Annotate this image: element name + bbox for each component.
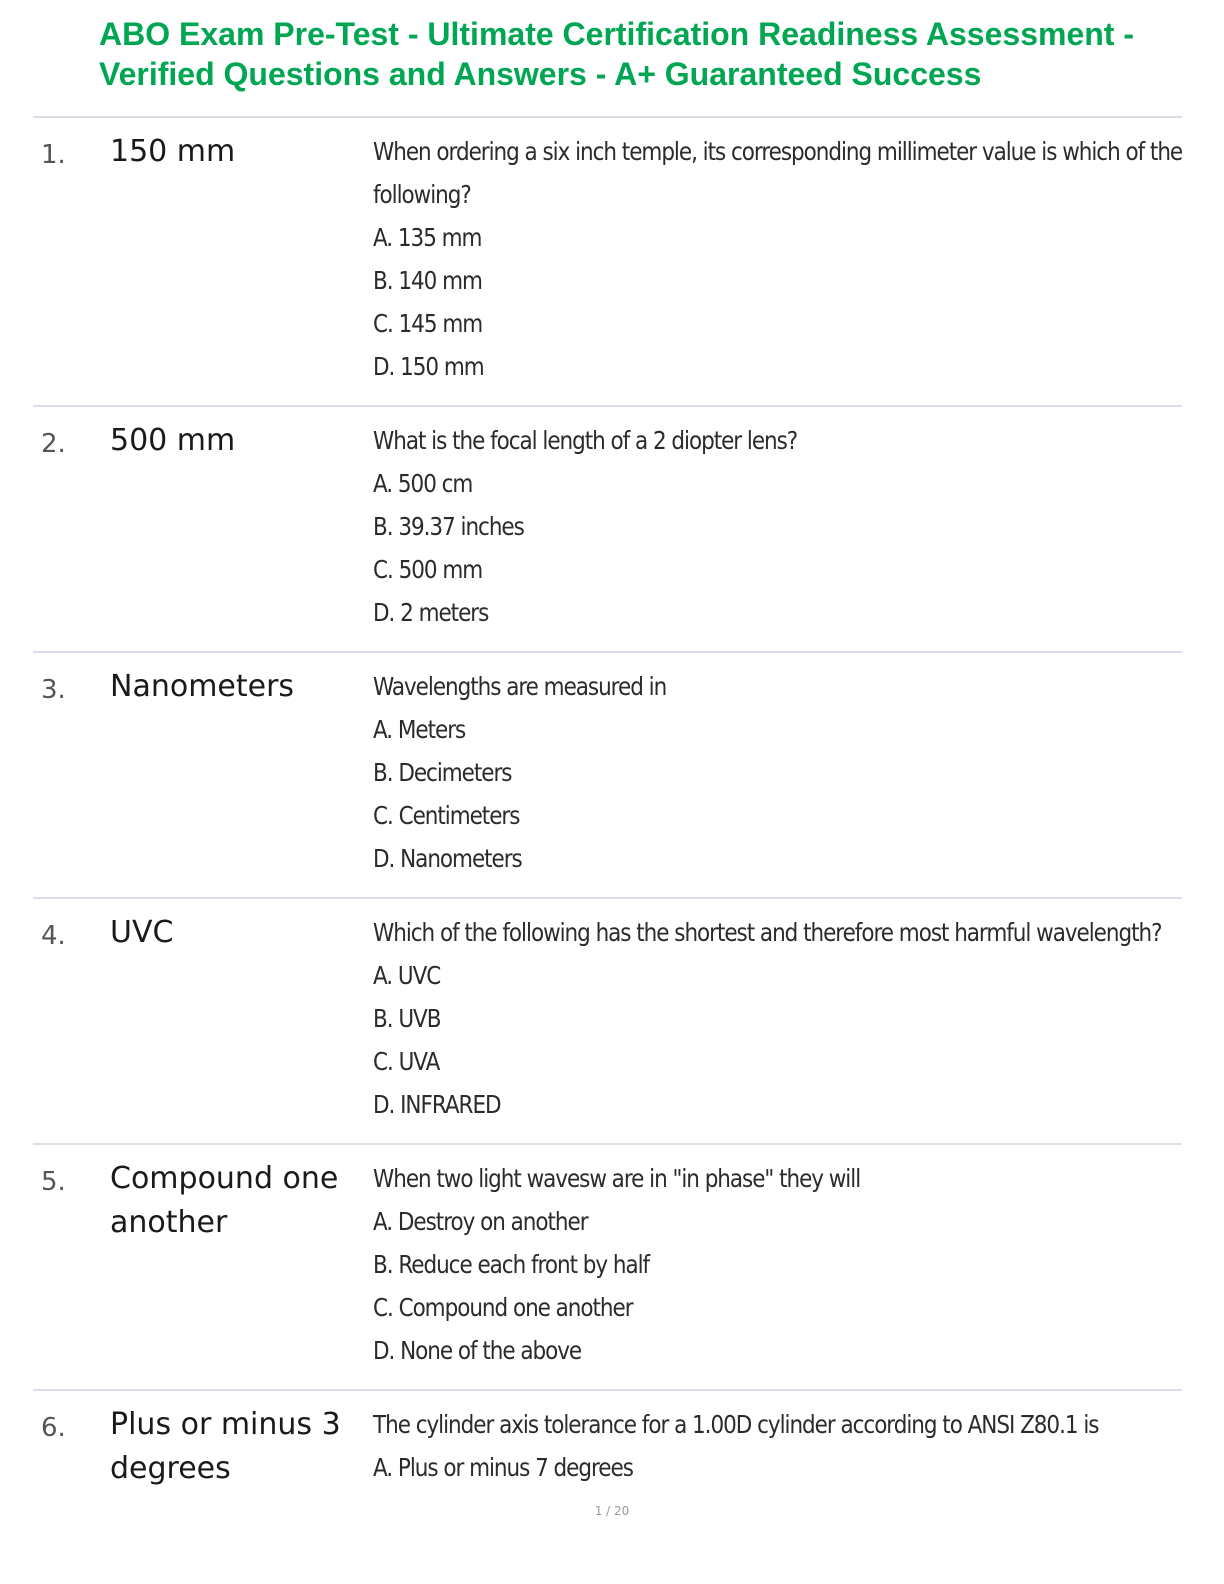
card-definition <box>373 665 1070 880</box>
option-c: C. 145 mm <box>373 309 483 338</box>
option-c: C. 500 mm <box>373 555 483 584</box>
flashcard-3 <box>33 651 1182 873</box>
card-number: 4. <box>41 921 66 951</box>
card-definition <box>373 1403 1099 1489</box>
option-d: D. Nanometers <box>373 844 522 873</box>
flashcard-5 <box>33 1143 1182 1365</box>
card-definition <box>373 1157 1070 1372</box>
card-term: UVC <box>110 915 174 950</box>
card-term: 500 mm <box>110 423 236 458</box>
card-definition <box>373 130 1183 388</box>
option-d: D. 2 meters <box>373 598 489 627</box>
question-text: When ordering a six inch temple, its corresponding millimeter value is which of the following? <box>373 137 1183 209</box>
option-a: A. 135 mm <box>373 223 482 252</box>
card-number: 6. <box>41 1413 66 1443</box>
card-number: 3. <box>41 675 66 705</box>
option-b: B. 140 mm <box>373 266 482 295</box>
option-c: C. Compound one another <box>373 1293 633 1322</box>
question-text: Wavelengths are measured in <box>373 672 667 701</box>
card-definition <box>373 419 1070 634</box>
option-b: B. UVB <box>373 1004 441 1033</box>
option-a: A. Destroy on another <box>373 1207 588 1236</box>
card-term: Compound one another <box>110 1161 339 1240</box>
option-d: D. 150 mm <box>373 352 484 381</box>
option-c: C. Centimeters <box>373 801 520 830</box>
option-a: A. Meters <box>373 715 466 744</box>
option-d: D. INFRARED <box>373 1090 501 1119</box>
question-text: Which of the following has the shortest and therefore most harmful wavelength? <box>373 918 1162 947</box>
option-a: A. Plus or minus 7 degrees <box>373 1453 633 1482</box>
flashcard-1 <box>33 116 1183 381</box>
option-b: B. Reduce each front by half <box>373 1250 650 1279</box>
flashcard-2 <box>33 405 1182 627</box>
option-d: D. None of the above <box>373 1336 582 1365</box>
question-text: When two light wavesw are in "in phase" they will <box>373 1164 861 1193</box>
question-text: What is the focal length of a 2 diopter lens? <box>373 426 798 455</box>
option-b: B. Decimeters <box>373 758 512 787</box>
card-term: Plus or minus 3 degrees <box>110 1407 341 1486</box>
option-a: A. 500 cm <box>373 469 473 498</box>
card-number: 5. <box>41 1167 66 1197</box>
card-definition <box>373 911 1162 1126</box>
card-number: 2. <box>41 429 66 459</box>
card-number: 1. <box>41 140 66 170</box>
page-indicator: 1 / 20 <box>594 1504 630 1518</box>
question-text: The cylinder axis tolerance for a 1.00D cylinder according to ANSI Z80.1 is <box>373 1410 1099 1439</box>
flashcard-4 <box>33 897 1182 1119</box>
card-term: 150 mm <box>110 134 236 169</box>
option-b: B. 39.37 inches <box>373 512 524 541</box>
card-term: Nanometers <box>110 669 295 704</box>
option-a: A. UVC <box>373 961 441 990</box>
document-title: ABO Exam Pre-Test - Ultimate Certification Readiness Assessment - Verified Questions and Answers - A+ Guaranteed Success <box>99 16 1134 92</box>
flashcard-6 <box>33 1389 1182 1486</box>
option-c: C. UVA <box>373 1047 440 1076</box>
